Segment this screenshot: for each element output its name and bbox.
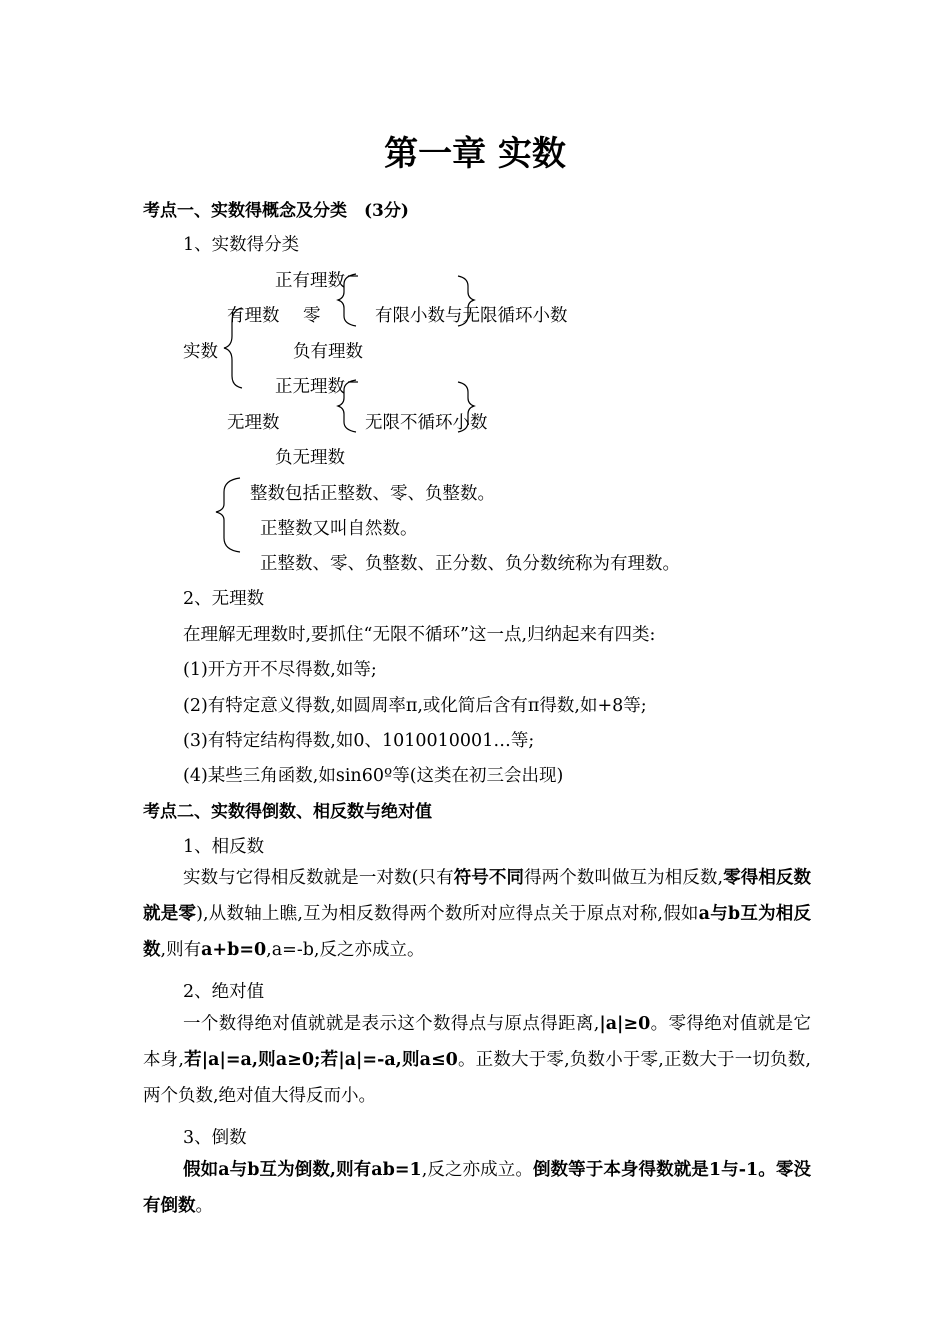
- irrational-item-3: (3)有特定结构得数,如0、1010010001…等;: [183, 731, 535, 751]
- irrational-intro: 在理解无理数时,要抓住“无限不循环”这一点,归纳起来有四类:: [183, 625, 656, 645]
- subheading-opposite: 1、相反数: [183, 837, 265, 857]
- brace-finite-decimal: [454, 272, 484, 332]
- subheading-reciprocal: 3、倒数: [183, 1128, 247, 1148]
- note-natural-numbers: 正整数又叫自然数。: [260, 519, 418, 539]
- tree-positive-irrational: 正无理数: [275, 377, 345, 397]
- brace-notes: [210, 476, 250, 556]
- subheading-absolute: 2、绝对值: [183, 982, 265, 1002]
- tree-positive-rational: 正有理数: [275, 271, 345, 291]
- irrational-item-4: (4)某些三角函数,如sin60º等(这类在初三会出现): [183, 766, 564, 786]
- tree-irrational: 无理数: [227, 413, 280, 433]
- note-rational-numbers: 正整数、零、负整数、正分数、负分数统称为有理数。: [260, 554, 680, 574]
- tree-finite-decimal: 有限小数与无限循环小数: [375, 306, 568, 326]
- paragraph-reciprocal: 假如a与b互为倒数,则有ab=1,反之亦成立。倒数等于本身得数就是1与-1。零没有倒数。: [143, 1160, 811, 1216]
- section-heading-1: 考点一、实数得概念及分类 (3分): [143, 201, 409, 221]
- section-heading-2: 考点二、实数得倒数、相反数与绝对值: [143, 802, 432, 822]
- subheading-irrational: 2、无理数: [183, 589, 265, 609]
- tree-real-number: 实数: [183, 342, 218, 362]
- brace-real-number: [222, 306, 252, 391]
- irrational-item-2: (2)有特定意义得数,如圆周率π,或化简后含有π得数,如+8等;: [183, 696, 647, 716]
- brace-irrational: [330, 376, 360, 436]
- tree-zero: 零: [303, 306, 321, 326]
- tree-rational: 有理数: [227, 306, 280, 326]
- paragraph-opposite: 实数与它得相反数就是一对数(只有符号不同得两个数叫做互为相反数,零得相反数就是零),从数轴上瞧,互为相反数得两个数所对应得点关于原点对称,假如a与b互为相反数,则有a+b=0,a=-b,反之亦成立。: [143, 868, 812, 960]
- tree-negative-rational: 负有理数: [293, 342, 363, 362]
- tree-infinite-decimal: 无限不循环小数: [365, 413, 488, 433]
- subheading-classification: 1、实数得分类: [183, 235, 300, 255]
- irrational-item-1: (1)开方开不尽得数,如等;: [183, 660, 377, 680]
- brace-rational: [330, 270, 360, 330]
- brace-infinite-decimal: [454, 378, 484, 438]
- paragraph-absolute: 一个数得绝对值就就是表示这个数得点与原点得距离,|a|≥0。零得绝对值就是它本身,若|a|=a,则a≥0;若|a|=-a,则a≤0。正数大于零,负数小于零,正数大于一切负数,两个负数,绝对值大得反而小。: [143, 1014, 812, 1106]
- tree-negative-irrational: 负无理数: [275, 448, 345, 468]
- page-title: 第一章 实数: [384, 134, 566, 174]
- note-integers: 整数包括正整数、零、负整数。: [250, 484, 495, 504]
